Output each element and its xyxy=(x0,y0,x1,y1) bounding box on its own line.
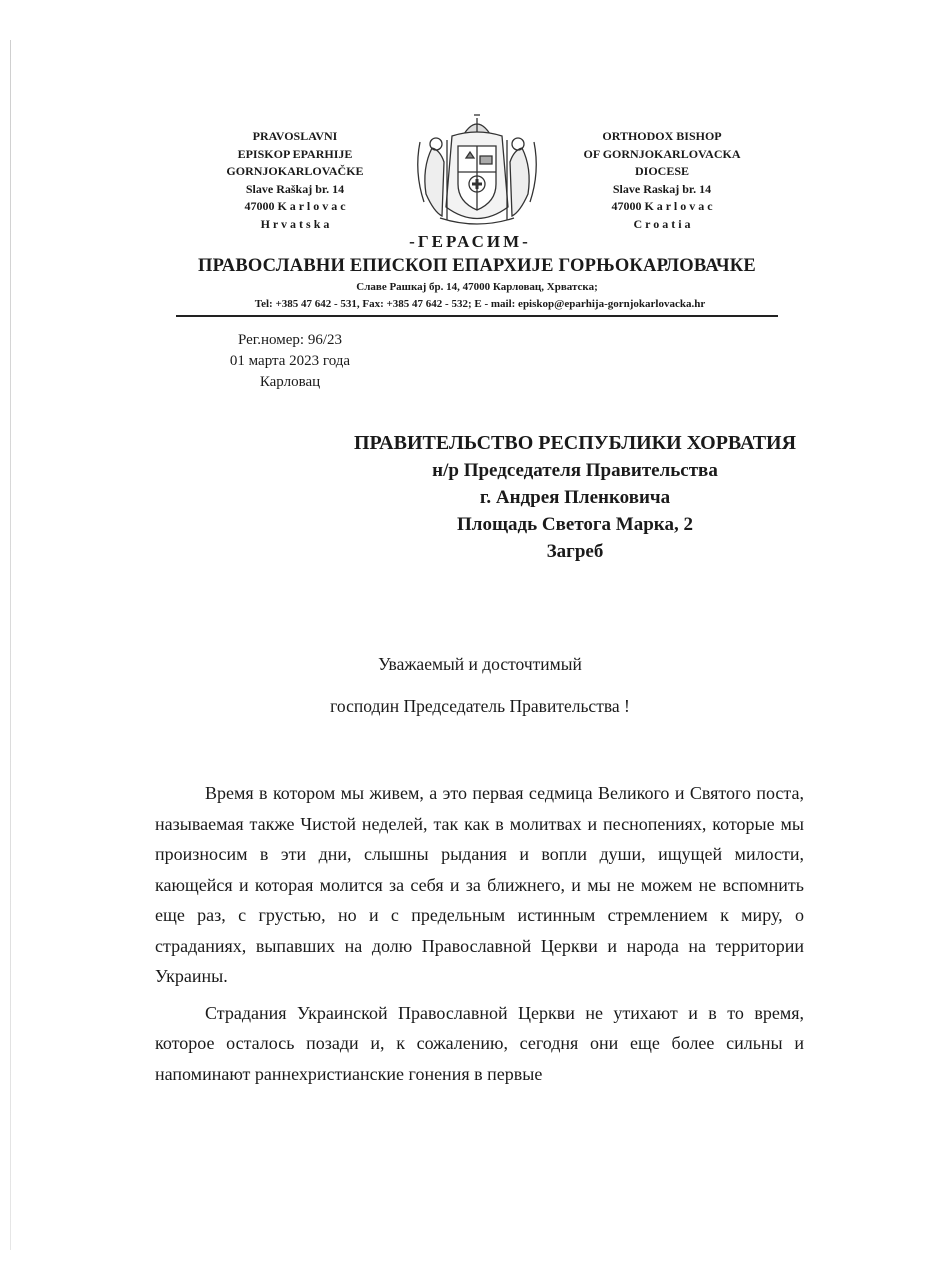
eparchy-title: ПРАВОСЛАВНИ ЕПИСКОП ЕПАРХИЈЕ ГОРЊОКАРЛОВАЧКЕ xyxy=(198,256,756,276)
letter-body xyxy=(155,778,804,1095)
registration-place: Карловац xyxy=(259,374,321,390)
letterhead-right-line: C r o a t i a xyxy=(633,216,691,231)
salutation-line-1: Уважаемый и досточтимый xyxy=(378,654,582,674)
eparchy-contacts: Tel: +385 47 642 - 531, Fax: +385 47 642 - 532; E - mail: episkop@eparhija-gornjokarlovacka.hr xyxy=(254,298,706,310)
letterhead-right-line: DIOCESE xyxy=(634,164,690,178)
recipient-line: г. Андрея Пленковича xyxy=(479,487,671,508)
letterhead-left-line: PRAVOSLAVNI xyxy=(252,129,338,143)
letterhead-left-line: H r v a t s k a xyxy=(260,216,330,231)
letterhead-right-line: ORTHODOX BISHOP xyxy=(602,129,722,143)
letterhead-left-line: 47000 K a r l o v a c xyxy=(244,199,346,213)
recipient-line: Загреб xyxy=(546,541,604,562)
recipient-line: н/р Председателя Правительства xyxy=(432,460,718,481)
body-paragraph: Страдания Украинской Православной Церкви не утихают и в то время, которое осталось позади и, к сожалению, сегодня они еще более сильны и напоминают раннехристианские гонения в первые xyxy=(155,1002,804,1084)
recipient-line: Площадь Светога Марка, 2 xyxy=(457,514,693,535)
letterhead-left-line: Slave Raškaj br. 14 xyxy=(245,181,345,196)
eparchy-address: Славе Рашкај бр. 14, 47000 Карловац, Хрватска; xyxy=(356,281,598,293)
letterhead-right-line: Slave Raskaj br. 14 xyxy=(612,181,712,196)
salutation-line-2: господин Председатель Правительства ! xyxy=(330,696,630,716)
letterhead-right-line: 47000 K a r l o v a c xyxy=(611,199,713,213)
recipient-line: ПРАВИТЕЛЬСТВО РЕСПУБЛИКИ ХОРВАТИЯ xyxy=(353,432,797,454)
body-paragraph: Время в котором мы живем, а это первая седмица Великого и Святого поста, называемая также Чистой неделей, так как в молитвах и песнопениях, которые мы произносим в эти дни, слышны рыдания и вопли души, ищущей милости, кающейся и которая молится за себя и за ближнего, и мы не можем не вспомнить еще раз, с грустью, но и с предельным истинным стремлением к миру, о страданиях, выпавших на долю Православной Церкви и народа на территории Украины. xyxy=(155,783,804,986)
letterhead-right-line: OF GORNJOKARLOVACKA xyxy=(583,146,741,161)
episcopal-coat-of-arms-icon xyxy=(412,112,542,230)
letterhead-left-line: EPISKOP EPARHIJE xyxy=(237,146,353,161)
letterhead-left-line: GORNJOKARLOVAČKE xyxy=(226,164,364,178)
bishop-name: -ГЕРАСИМ- xyxy=(409,232,531,251)
letterhead-latin-right xyxy=(562,128,762,233)
registration-date: 01 марта 2023 года xyxy=(229,353,351,369)
registration-number: Рег.номер: 96/23 xyxy=(238,332,342,348)
letterhead-divider xyxy=(176,315,778,317)
registration-block xyxy=(190,330,390,393)
scan-edge xyxy=(10,40,11,1250)
recipient-block xyxy=(340,430,810,565)
letterhead-latin-left xyxy=(195,128,395,233)
